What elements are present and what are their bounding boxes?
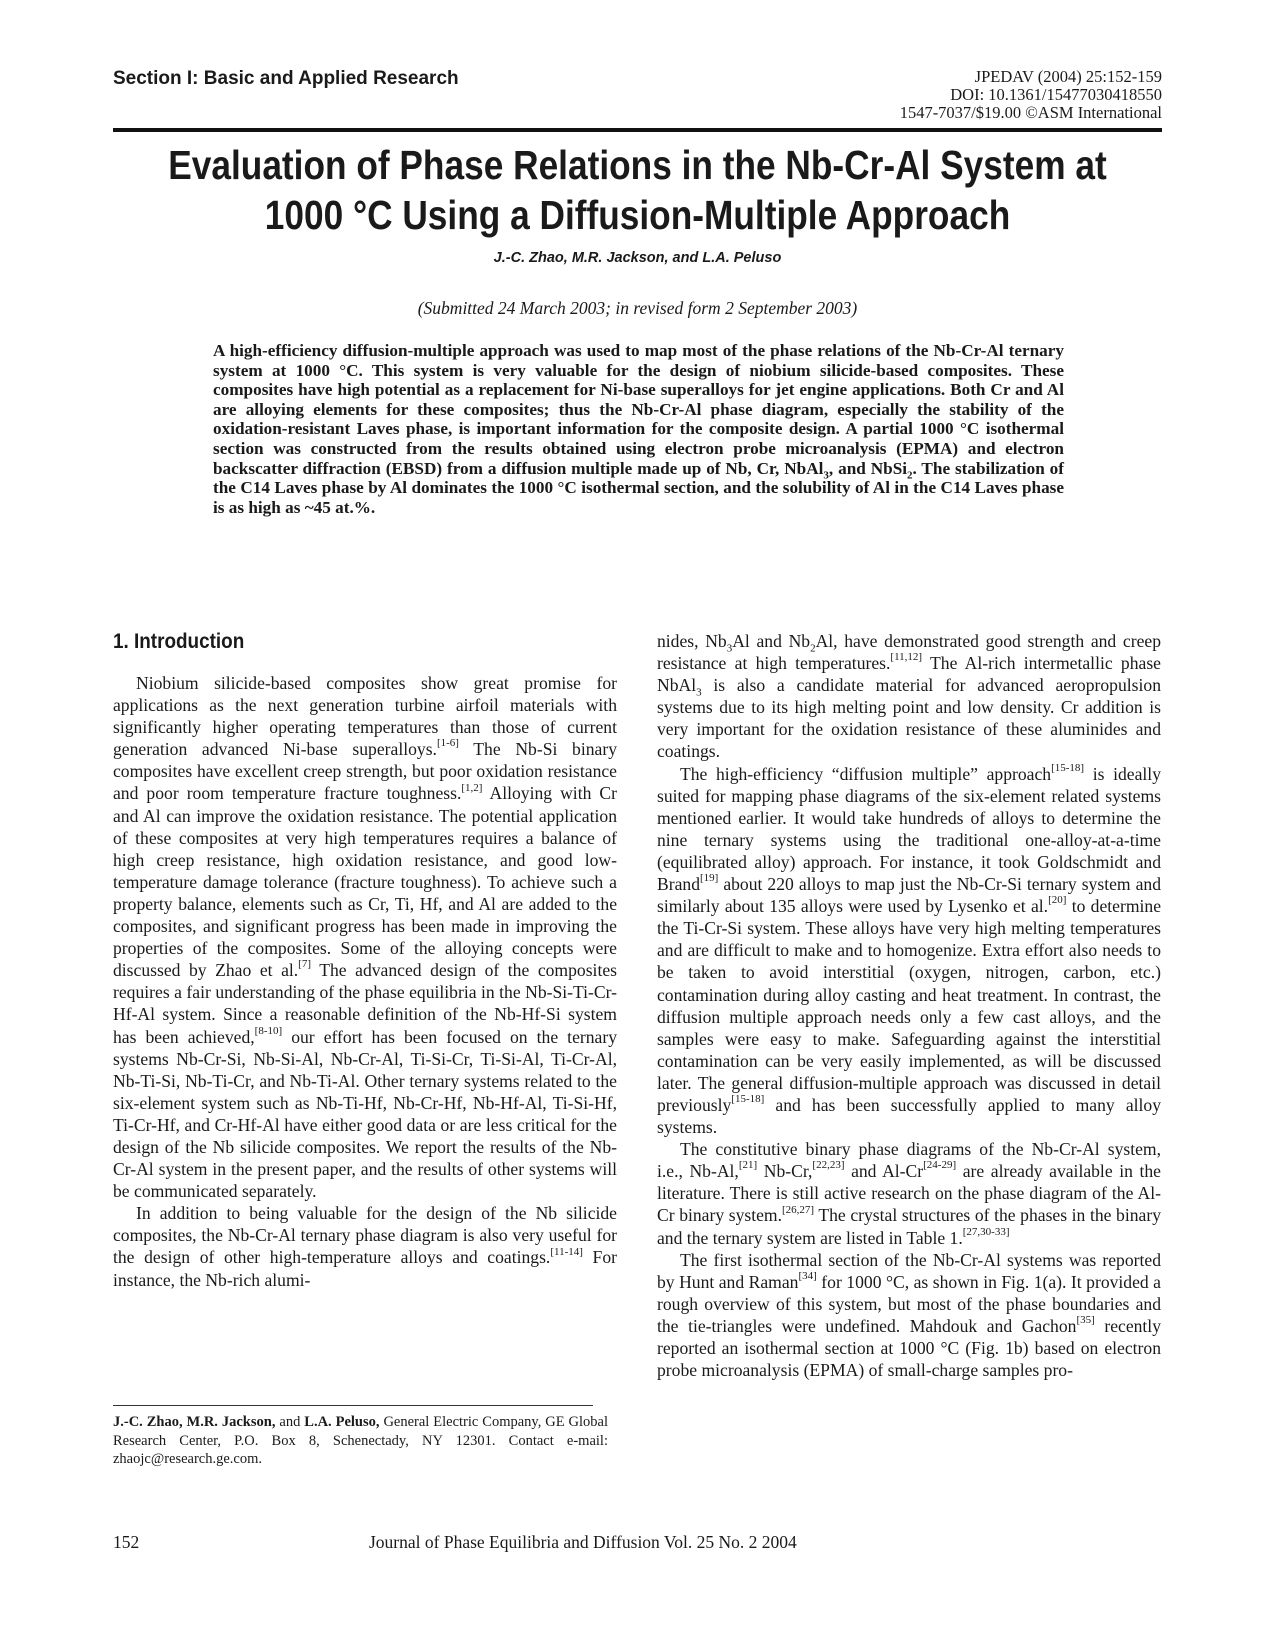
citation[interactable]: [34]	[798, 1269, 817, 1282]
abstract	[213, 341, 1064, 517]
text: nides, Nb	[657, 631, 727, 651]
text: The crystal structures of the phases in the binary and the ternary system are listed in Table 1.	[657, 1205, 1161, 1248]
text: Al, have demonstrated good strength and creep resistance at high temperatures.	[657, 631, 1161, 674]
text: The high-efficiency “diffusion multiple” approach	[680, 763, 1052, 784]
footnote-author: L.A. Peluso,	[304, 1414, 380, 1430]
abstract-text: , and NbSi	[828, 458, 908, 478]
citation[interactable]: [22,23]	[812, 1159, 845, 1172]
author-affiliation-footnote	[113, 1413, 608, 1469]
text: and has been successfully applied to many alloy systems.	[657, 1094, 1161, 1138]
journal-info	[900, 68, 1162, 122]
submission-dates: (Submitted 24 March 2003; in revised form 2 September 2003)	[417, 298, 858, 318]
text: The first isothermal section of the Nb-Cr-Al systems was reported by Hunt and Raman	[657, 1249, 1161, 1292]
subscript: 2	[810, 642, 816, 655]
text: for 1000 °C, as shown in Fig. 1(a). It provided a rough overview of this system, but most of the phase boundaries and the tie-triangles were undefined. Mahdouk and Gachon	[657, 1271, 1161, 1336]
text: and Al-Cr	[844, 1161, 924, 1182]
left-column	[113, 672, 617, 1291]
affiliation-text: General Electric Company, GE Global Research Center, P.O. Box 8, Schenectady, NY 12301. Contact e-mail: zhaojc@research.ge.com.	[113, 1414, 609, 1467]
text: The advanced design of the composites requires a fair understanding of the phase equilibria in the Nb-Si-Ti-Cr-Hf-Al system. Since a reasonable definition of the Nb-Hf-Si system has been achieved,	[113, 960, 617, 1047]
citation[interactable]: [1-6]	[436, 737, 459, 750]
text: Nb-Cr,	[757, 1161, 813, 1182]
citation[interactable]: [26,27]	[782, 1203, 815, 1216]
page-number: 152	[113, 1532, 140, 1552]
text: and	[275, 1414, 305, 1430]
citation[interactable]: [27,30-33]	[962, 1225, 1010, 1238]
citation[interactable]: [19]	[700, 872, 719, 885]
header-rule	[113, 128, 1162, 132]
text: is also a candidate material for advanced aeropropulsion systems due to its high melting point and low density. Cr addition is very important for the oxidation resistance of these aluminides and coatings.	[657, 675, 1161, 762]
text: is ideally suited for mapping phase diagrams of the six-element related systems mentioned earlier. It would take hundreds of alloys to determine the nine ternary systems using the traditional one-alloy-at-a-time (equilibrated alloy) approach. For instance, it took Goldschmidt and Brand	[657, 763, 1161, 895]
paragraph	[657, 630, 1161, 763]
subscript: 3	[696, 686, 702, 699]
right-column	[657, 630, 1161, 1381]
text: Niobium silicide-based composites show great promise for applications as the next generation turbine airfoil materials with significantly higher operating temperatures than those of current generation advanced Ni-base superalloys.	[113, 673, 617, 760]
citation[interactable]: [1,2]	[461, 781, 483, 794]
footnote-divider	[113, 1405, 593, 1406]
journal-footer: Journal of Phase Equilibria and Diffusion Vol. 25 No. 2 2004	[369, 1532, 797, 1552]
text: Alloying with Cr and Al can improve the oxidation resistance. The potential application of these composites at very high temperatures requires a balance of high creep resistance, high oxidation resistance, and good low-temperature damage tolerance (fracture toughness). To achieve such a property balance, elements such as Cr, Ti, Hf, and Al are added to the composites, and significant progress has been made in improving the properties of the composites. Some of the alloying concepts were discussed by Zhao et al.	[113, 783, 617, 981]
author-list: J.-C. Zhao, M.R. Jackson, and L.A. Peluso	[493, 250, 782, 266]
article-title	[167, 140, 1109, 240]
text: The constitutive binary phase diagrams of the Nb-Cr-Al system, i.e., Nb-Al,	[657, 1139, 1161, 1182]
text: to determine the Ti-Cr-Si system. These alloys have very high melting temperatures and are difficult to make and to homogenize. Extra effort also needs to be taken to avoid interstitial (oxygen, nitrogen, carbon, etc.) contamination during alloy casting and heat treatment. In contrast, the diffusion multiple approach needs only a few cast alloys, and the samples were easy to make. Safeguarding against the interstitial contamination can be very easily implemented, as will be discussed later. The general diffusion-multiple approach was discussed in detail previously	[657, 896, 1162, 1115]
issn-copyright: 1547-7037/$19.00 ©ASM International	[899, 103, 1162, 122]
citation[interactable]: [11-14]	[550, 1245, 583, 1258]
journal-citation: JPEDAV (2004) 25:152-159	[974, 67, 1162, 86]
title-line-2: 1000 °C Using a Diffusion-Multiple Approach	[264, 192, 1011, 238]
section-heading-introduction: 1. Introduction	[113, 630, 245, 653]
abstract-text: . The stabilization of the C14 Laves phase by Al dominates the 1000 °C isothermal section, and the solubility of Al in the C14 Laves phase is as high as ~45 at.%.	[213, 458, 1064, 517]
text: Al and Nb	[732, 631, 811, 651]
subscript: 2	[907, 469, 913, 481]
text: The Nb-Si binary composites have excellent creep strength, but poor oxidation resistance and poor room temperature fracture toughness.	[113, 739, 617, 804]
paragraph	[113, 672, 617, 1202]
text: our effort has been focused on the ternary systems Nb-Cr-Si, Nb-Si-Al, Nb-Cr-Al, Ti-Si-Cr, Ti-Si-Al, Ti-Cr-Al, Nb-Ti-Si, Nb-Ti-Cr, and Nb-Ti-Al. Other ternary systems related to the six-element system such as Nb-Ti-Hf, Nb-Cr-Hf, Nb-Hf-Al, Ti-Si-Hf, Ti-Cr-Hf, and Cr-Hf-Al have either good data or are less critical for the design of the Nb silicide composites. We report the results of the Nb-Cr-Al system in the present paper, and the results of other systems will be communicated separately.	[113, 1026, 617, 1202]
citation[interactable]: [7]	[298, 958, 311, 971]
abstract-text: A high-efficiency diffusion-multiple approach was used to map most of the phase relations of the Nb-Cr-Al ternary system at 1000 °C. This system is very valuable for the design of niobium silicide-based composites. These composites have high potential as a replacement for Ni-base superalloys for jet engine applications. Both Cr and Al are alloying elements for these composites; thus the Nb-Cr-Al phase diagram, especially the stability of the oxidation-resistant Laves phase, is important information for the composite design. A partial 1000 °C isothermal section was constructed from the results obtained using electron probe microanalysis (EPMA) and electron backscatter diffraction (EBSD) from a diffusion multiple made up of Nb, Cr, NbAl	[213, 341, 1064, 478]
doi[interactable]: DOI: 10.1361/15477030418550	[950, 85, 1162, 104]
text: are already available in the literature. There is still active research on the phase diagram of the Al-Cr binary system.	[657, 1161, 1161, 1226]
text: The Al-rich intermetallic phase NbAl	[657, 653, 1161, 696]
citation[interactable]: [8-10]	[254, 1024, 283, 1037]
paragraph	[657, 1249, 1161, 1382]
citation[interactable]: [15-18]	[731, 1093, 765, 1106]
section-label: Section I: Basic and Applied Research	[113, 68, 459, 89]
text: For instance, the Nb-rich alumi-	[113, 1247, 617, 1290]
text: recently reported an isothermal section at 1000 °C (Fig. 1b) based on electron probe microanalysis (EPMA) of small-charge samples pro-	[657, 1315, 1161, 1381]
text: In addition to being valuable for the design of the Nb silicide composites, the Nb-Cr-Al ternary phase diagram is also very useful for the design of other high-temperature alloys and coatings.	[113, 1203, 617, 1268]
footnote-authors: J.-C. Zhao, M.R. Jackson,	[113, 1414, 276, 1430]
paragraph	[113, 1202, 617, 1290]
citation[interactable]: [24-29]	[923, 1159, 957, 1172]
citation[interactable]: [15-18]	[1051, 761, 1085, 774]
citation[interactable]: [21]	[738, 1159, 758, 1172]
paragraph	[657, 1138, 1161, 1248]
title-line-1: Evaluation of Phase Relations in the Nb-Cr-Al System at	[168, 142, 1107, 188]
citation[interactable]: [11,12]	[890, 651, 923, 664]
citation[interactable]: [35]	[1076, 1314, 1095, 1327]
subscript: 3	[823, 469, 829, 481]
paragraph	[657, 763, 1161, 1139]
citation[interactable]: [20]	[1048, 894, 1067, 907]
subscript: 3	[726, 642, 733, 655]
text: about 220 alloys to map just the Nb-Cr-Si ternary system and similarly about 135 alloys were used by Lysenko et al.	[657, 874, 1161, 917]
